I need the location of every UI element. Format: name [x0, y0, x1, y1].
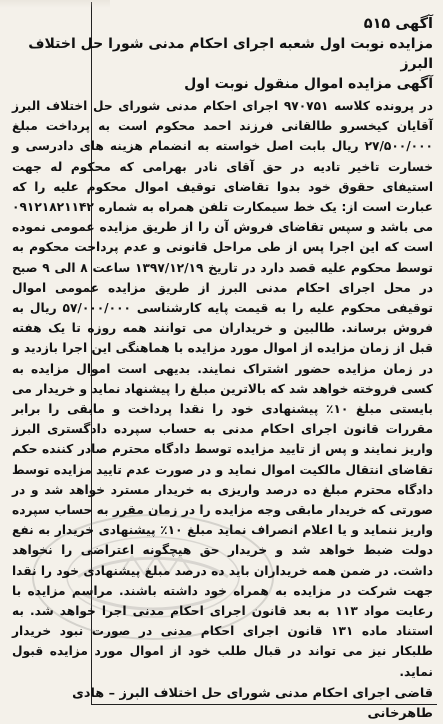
notice-body-text: در پرونده کلاسه ۹۷۰۷۵۱ اجرای احکام مدنی شورای حل اختلاف البرز آقایان کیخسرو طالقانی فرزند احمد محکوم است به پرداخت مبلغ ۲۷/۵۰۰/۰۰۰ ریال بابت اصل خواسته به انضمام هزینه های دادرسی و خسارت تاخیر تادیه در حق آقای نادر بهرامی که محکوم له جهت استیفای حقوق خود بدوا تقاضای توقیف اموال محکوم علیه را که عبارت است از: یک خط سیمکارت تلفن همراه به شماره ۰۹۱۲۱۸۲۱۱۴۲ می باشد و سپس تقاضای فروش آن را از طریق مزایده عمومی نموده است که این اجرا پس از طی مراحل قانونی و عدم پرداخت محکوم به توسط محکوم علیه قصد دارد در تاریخ ۱۳۹۷/۱۲/۱۹ ساعت ۸ الی ۹ صبح در محل اجرای احکام مدنی البرز از طریق مزایده عمومی اموال توقیفی محکوم علیه را به قیمت پایه کارشناسی ۵۷/۰۰۰/۰۰۰ ریال به فروش برساند. طالبین و خریداران می توانند همه روزه تا یک هفته قبل از زمان مزایده از اموال مورد مزایده با هماهنگی این اجرا بازدید و در زمان مزایده حضور اشتراک نمایند. بدیهی است اموال مزایده به کسی فروخته خواهد شد که بالاترین مبلغ را پیشنهاد نماید و خریدار می بایستی مبلغ ۱۰٪ پیشنهادی خود را نقدا پرداخت و مابقی را برابر مقررات قانون اجرای احکام مدنی به حساب سپرده دادگستری البرز واریز نمایند و پس از تایید مزایده توسط دادگاه محترم صادر کننده حکم تقاضای انتقال مالکیت اموال نماید و در صورت عدم تایید مزایده توسط دادگاه محترم مبلغ ده درصد واریزی به خریدار مسترد خواهد شد و در صورتی که خریدار مابقی وجه مزایده را در زمان مقرر به حساب سپرده واریز ننماید و یا اعلام انصراف نماید مبلغ ۱۰٪ پیشنهادی خریدار به نفع دولت ضبط خواهد شد و خریدار حق هیچگونه اعتراضی را نخواهد داشت. در ضمن همه خریداران باید ده درصد مبلغ پیشنهادی خود را نقدا جهت شرکت در مزایده به همراه خود داشته باشند. مراسم مزایده با رعایت مواد ۱۱۳ به بعد قانون اجرای احکام مدنی اجرا خواهد شد. به استناد ماده ۱۳۱ قانون اجرای احکام مدنی در صورت نبود خریدار طلبکار نیز می تواند در قبال طلب خود از اموال مورد مزایده قبول نماید. [12, 99, 434, 679]
notice-title-line-1: مزایده نوبت اول شعبه اجرای احکام مدنی شورا حل اختلاف البرز [28, 36, 433, 72]
notice-title-line-2: آگهی مزایده اموال منقول نوبت اول [184, 76, 433, 92]
paper-edge-shadow [0, 0, 110, 8]
notice-content [8, 14, 435, 724]
notice-signature: قاضی اجرای احکام مدنی شورای حل اختلاف البرز – هادی طاهرخانی [72, 685, 433, 721]
notice-number: آگهی ۵۱۵ [363, 16, 433, 32]
